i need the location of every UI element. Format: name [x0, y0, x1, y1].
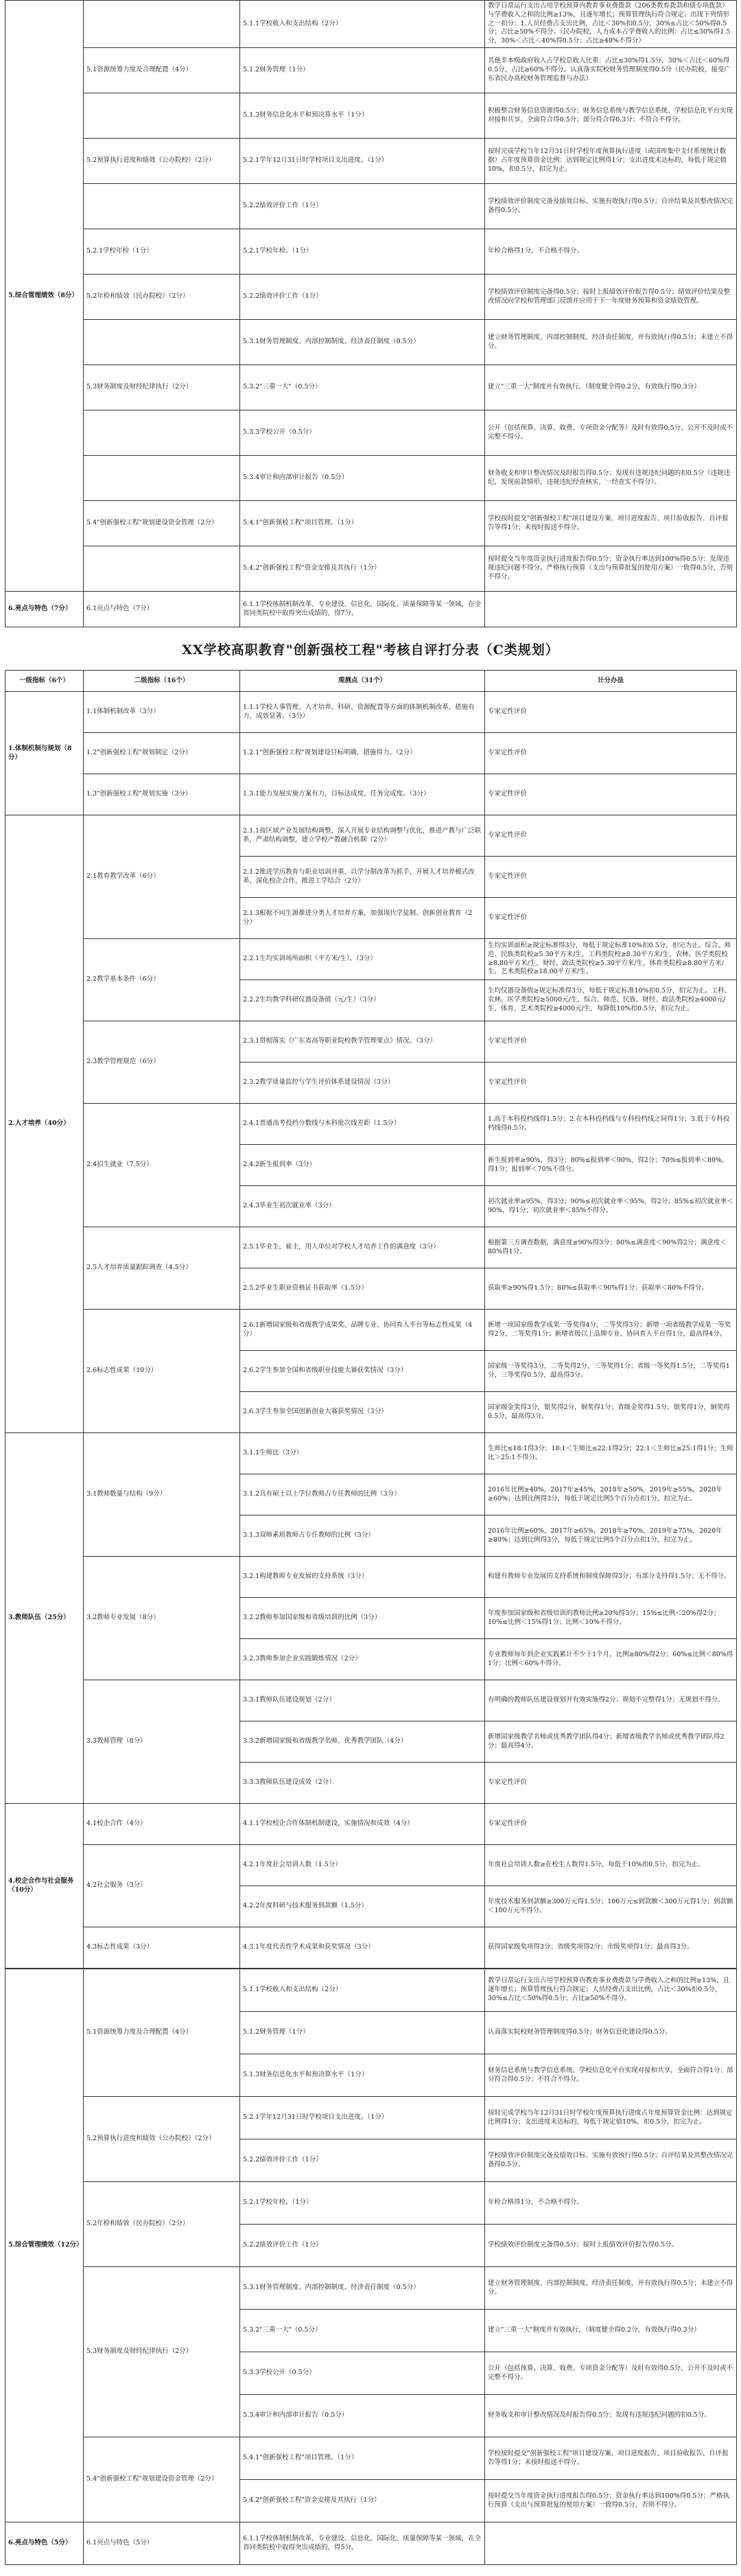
- table-row: [5, 815, 737, 857]
- scoring-method: 新生报到率≥90%，得3分；80%≤报到率＜90%，得2分；70%≤报到率＜80%，得1分；报到率＜70%不得分。: [485, 1145, 737, 1186]
- document-page: [5, 0, 736, 2565]
- level2-indicator: 1.1体制机制改革（3分）: [84, 692, 240, 733]
- header-observation: 观测点（31个）: [240, 671, 485, 692]
- table-row: [5, 1969, 737, 2012]
- observation-point: 2.2.2生均教学科研仪器设备值（元/生）（3分）: [240, 980, 485, 1021]
- scoring-method: 国家级一等奖得3分，二等奖得2分，三等奖得1分；省级一等奖得1.5分，二等奖得1分，三等奖得0.5分，最高得3分。: [485, 1351, 737, 1392]
- scoring-method: 新增一项国家级教学成果一等奖得4分，二等奖得3分；新增一项省级教学成果一等奖得2分，二等奖得1分；新增省级以上品牌专业、协同育人平台得1分，最高得4分。: [485, 1310, 737, 1351]
- scoring-method: 积极整合财务信息资源得0.5分；财务信息系统与教学信息系统、学校信息化平台实现对接和共享，全面符合得0.5分；部分符合得0.3分；不符合不得分。: [485, 93, 737, 139]
- observation-point: 2.6.2学生参加全国和省级职业技能大赛获奖情况（3分）: [240, 1351, 485, 1392]
- scoring-method: 专家定性评价: [485, 857, 737, 898]
- level2-indicator: 1.2"创新强校工程"规划制定（2分）: [84, 733, 240, 774]
- observation-point: 4.3.1年度代表性学术成果和获奖情况（3分）: [240, 1927, 485, 1969]
- table-row: [5, 546, 737, 592]
- level2-indicator: 5.1资源统筹力度及合理配置（4分）: [84, 1969, 240, 2097]
- scoring-method: 专家定性评价: [485, 774, 737, 815]
- level2-indicator: 5.2.1学校年检（1分）: [84, 229, 240, 275]
- level2-indicator: 2.6标志性成果（10分）: [84, 1310, 240, 1433]
- observation-point: 5.4.1"创新强校工程"项目管理。（1分）: [240, 2437, 485, 2480]
- observation-point: 5.3.1财务管理制度、内部控制制度、经济责任制度（0.5分）: [240, 2267, 485, 2310]
- scoring-method: 生均实训面积≥规定标准得3分，每低于规定标准10%扣0.5分，扣完为止。综合、师范、民族类院校≥5.30平方米/生，工科类院校≥8.30平方米/生，农林、医学类院校≥8.80平方米/生，财经、政法类院校≥5.30平方米/生，体育类院校≥8.80平方米/生，艺术类院校≥18.00平方米/生。: [485, 939, 737, 980]
- level2-indicator: 5.1资源统筹力度及合理配置（4分）: [84, 48, 240, 93]
- table-row: [5, 139, 737, 184]
- table-row: [5, 320, 737, 365]
- table-row: [5, 1310, 737, 1351]
- table-row: [5, 1680, 737, 1721]
- level2-indicator: [84, 456, 240, 501]
- level2-indicator: 4.2社会服务（3分）: [84, 1845, 240, 1927]
- level2-indicator: 6.1亮点与特色（7分）: [84, 592, 240, 627]
- scoring-method: 1.高于本科投档线得1.5分；2.在本科投档线与专科投档线之间得1分；3.低于专科投档线得0.5分。: [485, 1104, 737, 1145]
- observation-point: 5.1.1学校收入和支出结构（2分）: [240, 1969, 485, 2012]
- level1-indicator: 5.综合管理绩效（8分）: [5, 1, 84, 592]
- level2-indicator: 2.1教育教学改革（6分）: [84, 815, 240, 939]
- top-score-table: [5, 0, 737, 627]
- observation-point: 2.5.2毕业生职业资格证书获取率（1.5分）: [240, 1268, 485, 1310]
- header-level2: 二级指标（16个）: [84, 671, 240, 692]
- observation-point: 3.2.3教师参加企业实践锻炼情况（2分）: [240, 1639, 485, 1680]
- observation-point: 2.6.1新增国家级和省级教学成果奖、品牌专业、协同育人平台等标志性成果（4分）: [240, 1310, 485, 1351]
- observation-point: 5.2.2绩效评价工作（1分）: [240, 275, 485, 320]
- table-row: [5, 2522, 737, 2565]
- level1-indicator: 6.亮点与特色（5分）: [5, 2522, 84, 2565]
- scoring-method: 按时提交当年度资金执行进度报告得0.5分；资金执行率达到100%得0.5分；发现违规违纪问题不得分。严格执行预算（支出与预算批复的使用方案）一致得0.5分，否则不得分。: [485, 546, 737, 592]
- observation-point: 5.3.3学校公开（0.5分）: [240, 2352, 485, 2395]
- level1-indicator: 6.亮点与特色（7分）: [5, 592, 84, 627]
- table-row: [5, 592, 737, 627]
- observation-point: 2.4.1普通高考投档分数线与本科批次线差距（1.5分）: [240, 1104, 485, 1145]
- bottom-score-table: [5, 1969, 737, 2565]
- table-row: [5, 275, 737, 320]
- level2-indicator: 3.1教师数量与结构（9分）: [84, 1433, 240, 1557]
- scoring-method: 年检合格得1分，不合格不得分。: [485, 229, 737, 275]
- observation-point: 3.3.3教师队伍建设成效（2分）: [240, 1763, 485, 1804]
- scoring-method: 初次就业率≥95%，得3分；90%≤初次就业率＜95%，得2分；85%≤初次就业率＜90%，得1分；初次就业率＜85%不得分。: [485, 1186, 737, 1227]
- observation-point: 2.6.3学生参加全国创新创业大赛获奖情况（3分）: [240, 1392, 485, 1433]
- scoring-method: 公开（包括预算、决算、收费、专项资金分配等）及时有效得0.5分，公开不及时或不完整不得分。: [485, 410, 737, 456]
- level2-indicator: 1.3"创新强校工程"规划实施（3分）: [84, 774, 240, 815]
- observation-point: 3.3.1教师队伍建设规划（2分）: [240, 1680, 485, 1721]
- level2-indicator: 5.3财务制度及财经纪律执行（2分）: [84, 365, 240, 410]
- observation-point: 5.2.1学校年检。（1分）: [240, 229, 485, 275]
- scoring-method: [485, 592, 737, 627]
- level1-indicator: 2.人才培养（40分）: [5, 815, 84, 1433]
- scoring-method: 按时完成学校当年12月31日时学校年度预算执行进度占年度预算资金比例：达到规定比例得1分；支出进度未达标的，每低于规定值10%，扣0.5分，扣完为止。: [485, 2097, 737, 2139]
- scoring-method: 生师比≤18:1得3分；18:1＜生师比≤22:1得2分；22:1＜生师比≤25:1得1分；生师比＞25:1不得分。: [485, 1433, 737, 1474]
- scoring-method: 专家定性评价: [485, 815, 737, 857]
- observation-point: 2.5.1毕业生，雇主，用人单位对学校人才培养工作的满意度（3分）: [240, 1227, 485, 1268]
- level1-indicator: 4.校企合作与社会服务（10分）: [5, 1804, 84, 1969]
- table-row: [5, 774, 737, 815]
- table-row: [5, 410, 737, 456]
- scoring-method: [485, 2522, 737, 2565]
- observation-point: 3.1.1生师比（3分）: [240, 1433, 485, 1474]
- level2-indicator: [84, 546, 240, 592]
- scoring-method: 学校绩效评价制度完备得0.5分；按时上报绩效评价报告得0.5分；绩效评价结果及整改情况向学校和管理部门反馈并应用于下一年度财务预算和资金绩效管理。: [485, 275, 737, 320]
- scoring-method: 其他非本级政府收入占学校总收入比重：占比≤30%得1.5分，30%＜占比＜60%得0.5分，占比≥60%不得分。认真落实院校财务管理制度得0.5分（民办院校，接受广东省民办高校财务管理监督与办法）: [485, 48, 737, 93]
- scoring-method: 认真落实院校财务管理制度得0.5分；财务信息化建设得0.5分。: [485, 2012, 737, 2054]
- scoring-method: 财务信息系统与教学信息系统、学校信息化平台实现对接和共享，全面符合得1分；部分符合得0.5分；不符合不得分。: [485, 2054, 737, 2097]
- scoring-method: 学校绩效评价制度完备及绩效目标、实施有效执行得0.5分；自评结果及其整改情况完备得0.5分。: [485, 184, 737, 229]
- scoring-method: 新增国家级教学名师或优秀教学团队得4分；新增省级教学名师或优秀教学团队得2分；最高得4分。: [485, 1721, 737, 1763]
- section-title-area: [5, 627, 736, 670]
- level2-indicator: 3.3教师管理（8分）: [84, 1680, 240, 1804]
- level2-indicator: 2.4招生就业（7.5分）: [84, 1104, 240, 1227]
- scoring-method: 2016年比例≥40%，2017年≥45%，2018年≥50%，2019年≥55%，2020年≥60%；达到比例得3分，每低于规定比例5个百分点扣1分，扣完为止。: [485, 1474, 737, 1516]
- level2-indicator: 5.2预算执行进度和绩效（公办院校）（2分）: [84, 2097, 240, 2182]
- observation-point: 5.1.1学校收入和支出结构（2分）: [240, 1, 485, 48]
- observation-point: 1.1.1学校人事管理、人才培养、科研、资源配置等方面的体制机制改革，措施有力，成效显著。（3分）: [240, 692, 485, 733]
- level2-indicator: 5.3财务制度及财经纪律执行（2分）: [84, 2267, 240, 2437]
- observation-point: 5.1.2财务管理（1分）: [240, 48, 485, 93]
- level2-indicator: 6.1亮点与特色（5分）: [84, 2522, 240, 2565]
- scoring-method: 专家定性评价: [485, 1804, 737, 1845]
- observation-point: 5.2.1学年12月31日时学校项目支出进度。（1分）: [240, 2097, 485, 2139]
- observation-point: 5.1.3财务信息化水平和预决算水平（1分）: [240, 2054, 485, 2097]
- level1-indicator: 1.体制机制与规划（8分）: [5, 692, 84, 815]
- table-row: [5, 733, 737, 774]
- main-score-table: [5, 670, 737, 1969]
- table-row: [5, 692, 737, 733]
- level2-indicator: 2.2教学基本条件（6分）: [84, 939, 240, 1021]
- observation-point: 6.1.1学校体制机制改革、专业建设、信息化、国际化、质量保障等某一领域，在全省同类院校中取得突出成绩的，得7分。: [240, 592, 485, 627]
- observation-point: 5.2.1学年12月31日时学校项目支出进度。（1分）: [240, 139, 485, 184]
- observation-point: 5.3.1财务管理制度、内部控制制度、经济责任制度（0.5分）: [240, 320, 485, 365]
- header-scoring: 计分办法: [485, 671, 737, 692]
- observation-point: 5.2.1学校年检。（1分）: [240, 2182, 485, 2225]
- table-row: [5, 2097, 737, 2139]
- table-row: [5, 939, 737, 980]
- observation-point: 2.4.2新生报到率（3分）: [240, 1145, 485, 1186]
- level1-indicator: 3.教师队伍（25分）: [5, 1433, 84, 1804]
- level2-indicator: [84, 184, 240, 229]
- observation-point: 5.4.1"创新强校工程"项目管理。（1分）: [240, 501, 485, 546]
- table-row: [5, 1845, 737, 1886]
- observation-point: 6.1.1学校体制机制改革、专业建设、信息化、国际化、质量保障等某一领域，在全省同类院校中取得突出成绩的，得5分。: [240, 2522, 485, 2565]
- scoring-method: 年度参加国家级和省级培训的教师比例≥20%得3分；15%≤比例＜20%得2分；10%≤比例＜15%得1分；比例＜10%不得分。: [485, 1598, 737, 1639]
- table-row: [5, 2437, 737, 2480]
- scoring-method: 获得国家级奖项得3分；省级奖项得2分；市级奖项得1分；最高得3分。: [485, 1927, 737, 1969]
- scoring-method: 有明确的教师队伍建设规划并有效实施得2分；规划不完整得1分；无规划不得分。: [485, 1680, 737, 1721]
- table-row: [5, 1557, 737, 1598]
- scoring-method: 学校按时提交"创新强校工程"项目建设方案、项目进度报告、项目验收报告、自评报告等得1分；未按时报送不得分。: [485, 2437, 737, 2480]
- scoring-method: 学校绩效评价制度完备得0.5分；按时上报绩效评价报告得0.5分。: [485, 2225, 737, 2267]
- header-row: [5, 671, 737, 692]
- level2-indicator: 2.5人才培养质量跟踪调查（4.5分）: [84, 1227, 240, 1310]
- scoring-method: 财务收支和审计整改情况及时报告得0.5分；发现有违规违纪问题的扣0.5分。: [485, 2395, 737, 2437]
- observation-point: 5.2.2绩效评价工作（1分）: [240, 2225, 485, 2267]
- level2-indicator: [84, 93, 240, 139]
- scoring-method: 建立财务管理制度、内部控制制度，经济责任制度，并有效执行得0.5分；未建立不得分。: [485, 320, 737, 365]
- observation-point: 5.4.2"创新强校工程"资金安排及其执行（1分）: [240, 546, 485, 592]
- observation-point: 3.2.2教师参加国家级和省级培训的比例（3分）: [240, 1598, 485, 1639]
- observation-point: 3.2.1构建教师专业发展的支持系统（3分）: [240, 1557, 485, 1598]
- observation-point: 1.2.1"创新强校工程"规划建设目标明确，措施得力。（2分）: [240, 733, 485, 774]
- scoring-method: 年度社会培训人数≥在校生人数得1.5分，每低于10%扣0.5分，扣完为止。: [485, 1845, 737, 1886]
- scoring-method: 专家定性评价: [485, 692, 737, 733]
- level2-indicator: [84, 320, 240, 365]
- observation-point: 4.2.2年度科研与技术服务到款额（1.5分）: [240, 1886, 485, 1927]
- table-row: [5, 1, 737, 48]
- observation-point: 2.2.1生均实训场所面积（平方米/生）。（3分）: [240, 939, 485, 980]
- observation-point: 2.4.3毕业生初次就业率（3分）: [240, 1186, 485, 1227]
- level2-indicator: [84, 1, 240, 48]
- observation-point: 2.1.3根据不同生源推进分类人才培养方案，加强现代学徒制、创新创业教育（2分）: [240, 898, 485, 939]
- scoring-method: 学校绩效评价制度完备及绩效目标、实施有效执行得0.5分；自评结果及其整改情况完备得0.5分。: [485, 2139, 737, 2182]
- observation-point: 2.1.1按区域产业发展结构调整，深入开展专业结构调整与优化，推进产教与广泛联系，严肃结构调整，建立学校产教融合机制（2分）: [240, 815, 485, 857]
- observation-point: 5.2.2绩效评价工作（1分）: [240, 184, 485, 229]
- observation-point: 2.3.1贯彻落实《广东省高等职业院校教学管理要点》情况。（3分）: [240, 1021, 485, 1063]
- level2-indicator: [84, 410, 240, 456]
- observation-point: 4.2.1年度社会培训人数（1.5分）: [240, 1845, 485, 1886]
- observation-point: 3.1.2具有硕士以上学位教师占专任教师的比例（3分）: [240, 1474, 485, 1516]
- section-title: XX学校高职教育"创新强校工程"考核自评打分表（C类规划）: [182, 642, 559, 658]
- scoring-method: 学校按时提交"创新强校工程"项目建设方案、项目进度报告、项目验收报告、自评报告等得1分；未按时报送不得分。: [485, 501, 737, 546]
- scoring-method: 2016年比例≥60%，2017年≥65%，2018年≥70%，2019年≥75%，2020年≥80%；达到比例得3分，每低于规定比例5个百分点扣1分，扣完为止。: [485, 1516, 737, 1557]
- scoring-method: 专家定性评价: [485, 898, 737, 939]
- table-row: [5, 1104, 737, 1145]
- scoring-method: 公开（包括预算、决算、收费、专项资金分配等）及时有效得0.5分，公开不及时或不完整不得分。: [485, 2352, 737, 2395]
- scoring-method: 财务收支和审计整改情况及时报告得0.5分；发现有违规违纪问题的扣0.5分（违规违纪，发现前款情形，违规违纪经查核实，一经查实不得分）。: [485, 456, 737, 501]
- table-row: [5, 229, 737, 275]
- observation-point: 3.1.3双师素质教师占专任教师的比例（3分）: [240, 1516, 485, 1557]
- level2-indicator: 3.2教师专业发展（8分）: [84, 1557, 240, 1680]
- table-row: [5, 365, 737, 410]
- observation-point: 5.1.2财务管理（1分）: [240, 2012, 485, 2054]
- scoring-method: 按时完成学校当年12月31日时学校年度预算执行进度（或国库集中支付系统统计数据）占年度预算资金比例：达到规定比例得1分；支出进度未达标的，每低于规定值10%，扣0.5分，扣完为止。: [485, 139, 737, 184]
- table-row: [5, 1021, 737, 1063]
- level2-indicator: 4.1校企合作（4分）: [84, 1804, 240, 1845]
- scoring-method: 建立"三重一大"制度并有效执行，（制度健全得0.2分，有效执行得0.3分）: [485, 365, 737, 410]
- table-row: [5, 1433, 737, 1474]
- level2-indicator: 5.4"创新强校工程"规划建设资金管理（2分）: [84, 501, 240, 546]
- observation-point: 1.3.1能力发展实施方案有力，目标达成度，任务完成度。（3分）: [240, 774, 485, 815]
- level2-indicator: 5.4"创新强校工程"规划建设资金管理（2分）: [84, 2437, 240, 2522]
- observation-point: 5.3.4审计和内部审计报告（0.5分）: [240, 2395, 485, 2437]
- scoring-method: 年检合格得1分，不合格不得分。: [485, 2182, 737, 2225]
- table-row: [5, 1927, 737, 1969]
- table-row: [5, 93, 737, 139]
- scoring-method: 教学日常运行支出占用学校预算内教育事业费拨款（206类教育拨款和债专项拨款）与学费收入之和的比例≥13%，且逐年增长；预算管理执行符合规定；出现下列情形之一扣分：1.人员经费占支出比例，占比＜30%扣0.5分，30%≤占比＜50%得0.5分；占比≥50%不得分。（民办院校，人力成本占学费收入的比例：占比≤30%得1.5分，30%＜占比＜40%得0.5分；占比≥40%不得分）: [485, 1, 737, 48]
- level2-indicator: 5.2年检和绩效（民办院校）（2分）: [84, 275, 240, 320]
- observation-point: 5.4.2"创新强校工程"资金安排及其执行（1分）: [240, 2480, 485, 2522]
- header-level1: 一级指标（6个）: [5, 671, 84, 692]
- scoring-method: 建立"三重一大"制度并有效执行，（制度健全得0.2分，有效执行得0.3分）: [485, 2310, 737, 2352]
- table-row: [5, 501, 737, 546]
- level2-indicator: 5.2预算执行进度和绩效（公办院校）（2分）: [84, 139, 240, 184]
- observation-point: 2.1.2推进学历教育与职业培训并重，以学分制改革为抓手，开展人才培养模式改革，深化校企合作，推进工学结合（2分）: [240, 857, 485, 898]
- scoring-method: 专家定性评价: [485, 1763, 737, 1804]
- table-row: [5, 1227, 737, 1268]
- observation-point: 2.3.2教学质量监控与学生评价体系建设情况（3分）: [240, 1063, 485, 1104]
- table-row: [5, 48, 737, 93]
- scoring-method: 获取率≥90%得1.5分；80%≤获取率＜90%得1分；获取率＜80%不得分。: [485, 1268, 737, 1310]
- scoring-method: 建立财务管理制度、内部控制制度，经济责任制度，并有效执行得0.5分；未建立不得分。: [485, 2267, 737, 2310]
- level2-indicator: 4.3标志性成果（3分）: [84, 1927, 240, 1969]
- table-row: [5, 456, 737, 501]
- level1-indicator: 5.综合管理绩效（12分）: [5, 1969, 84, 2522]
- scoring-method: 专家定性评价: [485, 733, 737, 774]
- scoring-method: 年度技术服务到款额≥300万元得1.5分；100万元≤到款额＜300万元得1分；到款额＜100万元不得分。: [485, 1886, 737, 1927]
- scoring-method: 生均仪器设备值≥规定标准得3分，每低于规定标准10%扣0.5分，扣完为止。工科、农林、医学类院校≥5000元/生，综合、师范、民族、财经、政法类院校≥4000元/生，体育、艺术类院校≥4000元/生，每降低10%扣0.5分，扣完为止。: [485, 980, 737, 1021]
- scoring-method: 国家级金奖得3分，银奖得2分，铜奖得1分；省级金奖得1.5分，银奖得1分，铜奖得0.5分，最高得3分。: [485, 1392, 737, 1433]
- observation-point: 5.3.3学校公开（0.5分）: [240, 410, 485, 456]
- observation-point: 4.1.1学校校企合作体制机制建设，实施情况和成效（4分）: [240, 1804, 485, 1845]
- table-row: [5, 1804, 737, 1845]
- observation-point: 5.1.3财务信息化水平和预决算水平（1分）: [240, 93, 485, 139]
- scoring-method: 专家定性评价: [485, 1021, 737, 1063]
- scoring-method: 按时提交当年度资金执行进度报告得0.5分；资金执行率达到100%得0.5分；严格执行预算（支出与预算批复的使用方案）一致得0.5分，否则不得分。: [485, 2480, 737, 2522]
- scoring-method: 专业教师每年到企业实践累计不少于1个月，比例≥80%得2分；60%≤比例＜80%得1分；比例＜60%不得分。: [485, 1639, 737, 1680]
- observation-point: 5.3.2"三重一大"（0.5分）: [240, 365, 485, 410]
- observation-point: 5.2.2绩效评价工作（1分）: [240, 2139, 485, 2182]
- scoring-method: 构建有教师专业发展的支持系统和制度保障得3分；有部分支持得1.5分；无不得分。: [485, 1557, 737, 1598]
- scoring-method: 专家定性评价: [485, 1063, 737, 1104]
- level2-indicator: 5.2年检和绩效（民办院校）（2分）: [84, 2182, 240, 2267]
- observation-point: 5.3.2"三重一大"（0.5分）: [240, 2310, 485, 2352]
- level2-indicator: 2.3教学管理规范（6分）: [84, 1021, 240, 1104]
- table-row: [5, 2182, 737, 2225]
- table-row: [5, 2267, 737, 2310]
- scoring-method: 根据第三方调查数据，满意度≥90%得3分；80%≤满意度＜90%得2分；满意度＜80%得1分。: [485, 1227, 737, 1268]
- observation-point: 3.3.2新增国家级和省级教学名师、优秀教学团队（4分）: [240, 1721, 485, 1763]
- scoring-method: 教学日常运行支出占用学校预算内教育事业费拨款与学费收入之和的比例≥13%，且逐年增长；预算管理执行符合规定；人员经费占支出比例，占比＜30%扣0.5分，30%≤占比＜50%得0.5分；占比≥50%不得分。: [485, 1969, 737, 2012]
- observation-point: 5.3.4审计和内部审计报告（0.5分）: [240, 456, 485, 501]
- table-row: [5, 184, 737, 229]
